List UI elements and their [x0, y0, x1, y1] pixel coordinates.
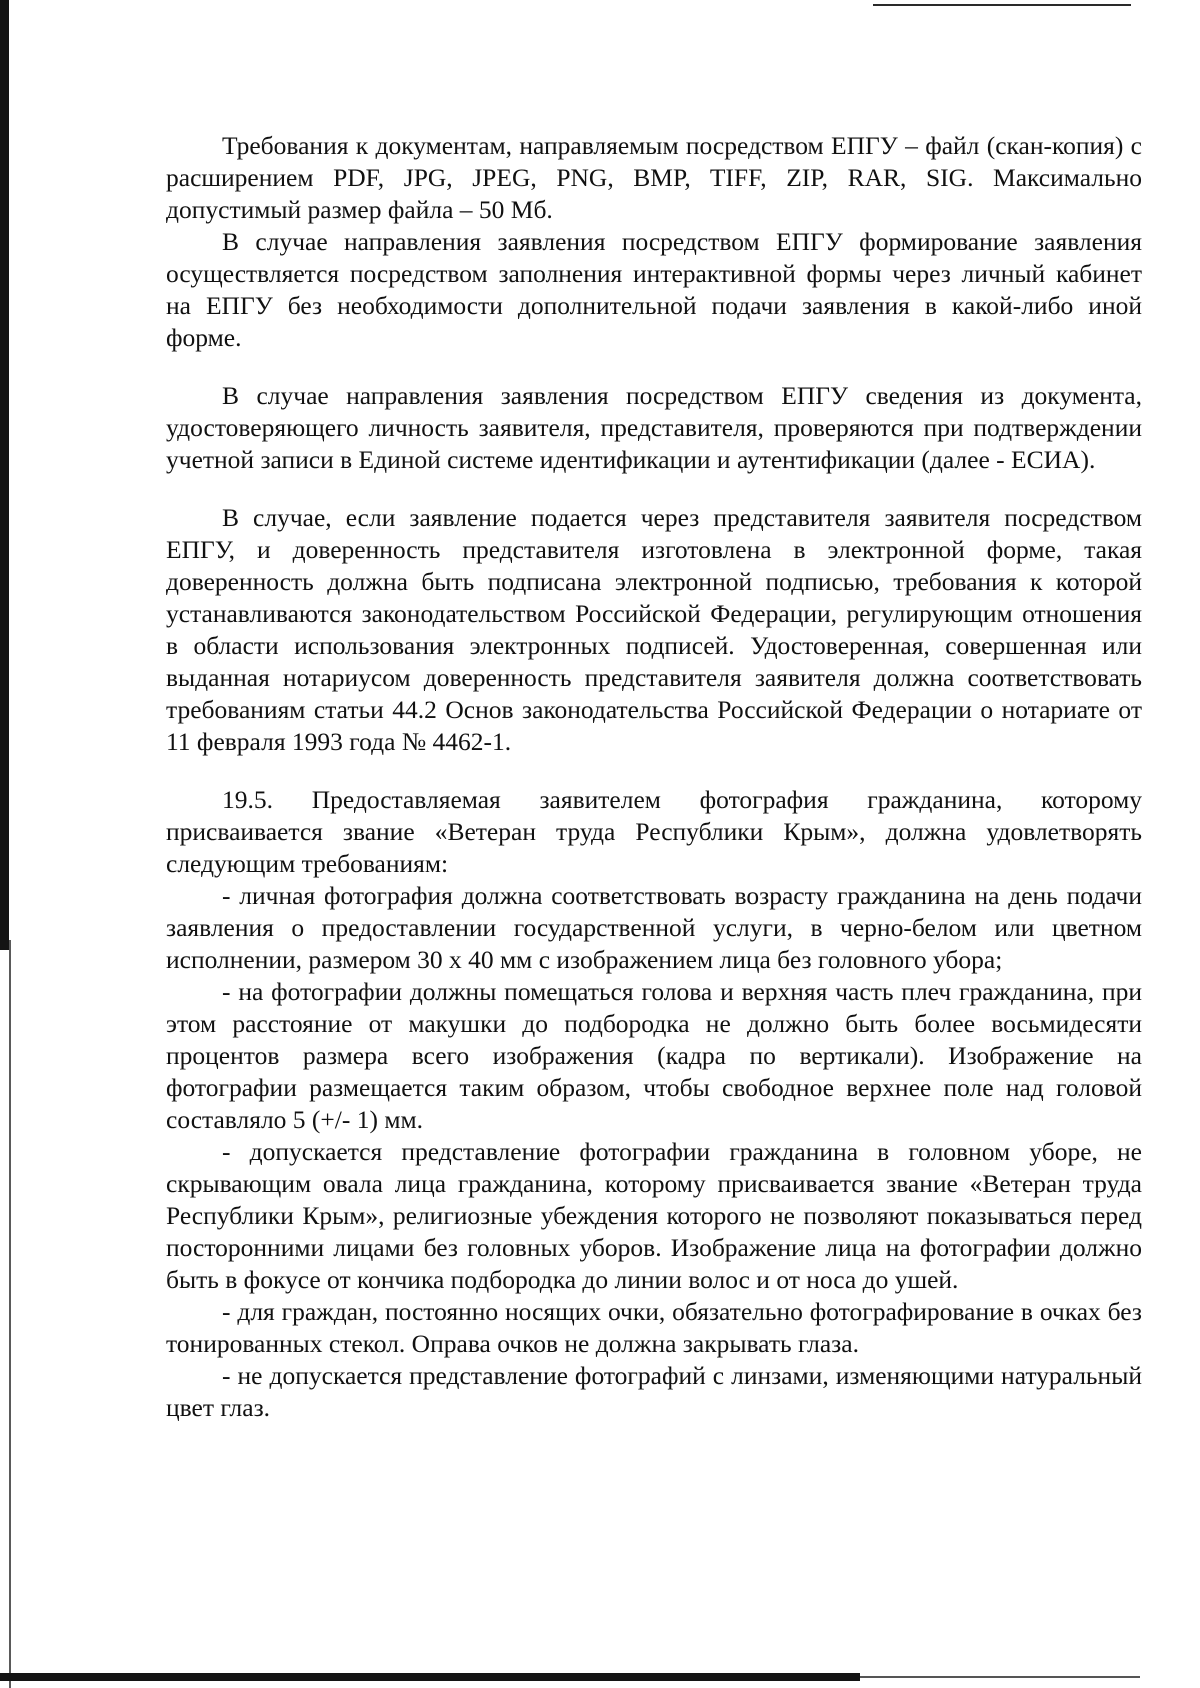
- scan-bottom-edge-mark: [0, 1673, 860, 1681]
- paragraph-photo-requirements-intro: 19.5. Предоставляемая заявителем фотография гражданина, которому присваивается звание «Ветеран труда Республики Крым», должна удовлетворять следующим требованиям:: [166, 785, 1142, 878]
- paragraph-power-of-attorney: В случае, если заявление подается через представителя заявителя посредством ЕПГУ, и доверенность представителя изготовлена в электронной форме, такая доверенность должна быть подписана электронной подписью, требования к которой устанавливаются законодательством Российской Федерации, регулирующим отношения в области использования электронных подписей. Удостоверенная, совершенная или выданная нотариусом доверенность представителя заявителя должна соответствовать требованиям статьи 44.2 Основ законодательства Российской Федерации о нотариате от 11 февраля 1993 года № 4462-1.: [166, 503, 1142, 756]
- list-item-photo-head-shoulders: - на фотографии должны помещаться голова и верхняя часть плеч гражданина, при этом расстояние от макушки до подбородка не должно быть более восьмидесяти процентов размера всего изображения (кадра по вертикали). Изображение на фотографии размещается таким образом, чтобы свободное верхнее поле над головой составляло 5 (+/- 1) мм.: [166, 977, 1142, 1134]
- scan-left-edge-line: [9, 940, 11, 1688]
- scan-left-edge-mark: [0, 0, 9, 950]
- list-item-photo-lenses: - не допускается представление фотографий с линзами, изменяющими натуральный цвет глаз.: [166, 1361, 1142, 1422]
- paragraph-interactive-form: В случае направления заявления посредством ЕПГУ формирование заявления осуществляется посредством заполнения интерактивной формы через личный кабинет на ЕПГУ без необходимости дополнительной подачи заявления в какой-либо иной форме.: [166, 227, 1142, 352]
- list-item-photo-age: - личная фотография должна соответствовать возрасту гражданина на день подачи заявления о предоставлении государственной услуги, в черно-белом или цветном исполнении, размером 30 х 40 мм с изображением лица без головного убора;: [166, 881, 1142, 974]
- list-item-photo-headwear: - допускается представление фотографии гражданина в головном уборе, не скрывающим овала лица гражданина, которому присваивается звание «Ветеран труда Республики Крым», религиозные убеждения которого не позволяют показываться перед посторонними лицами без головных уборов. Изображение лица на фотографии должно быть в фокусе от кончика подбородка до линии волос и от носа до ушей.: [166, 1137, 1142, 1294]
- list-item-photo-glasses: - для граждан, постоянно носящих очки, обязательно фотографирование в очках без тонированных стекол. Оправа очков не должна закрывать глаза.: [166, 1297, 1142, 1358]
- paragraph-file-requirements: Требования к документам, направляемым посредством ЕПГУ – файл (скан-копия) с расширением PDF, JPG, JPEG, PNG, BMP, TIFF, ZIP, RAR, SIG. Максимально допустимый размер файла – 50 Мб.: [166, 131, 1142, 224]
- paragraph-esia-verification: В случае направления заявления посредством ЕПГУ сведения из документа, удостоверяющего личность заявителя, представителя, проверяются при подтверждении учетной записи в Единой системе идентификации и аутентификации (далее - ЕСИА).: [166, 381, 1142, 474]
- document-body: [166, 130, 1142, 1424]
- scan-top-line: [873, 4, 1131, 6]
- scan-bottom-edge-line: [860, 1676, 1140, 1678]
